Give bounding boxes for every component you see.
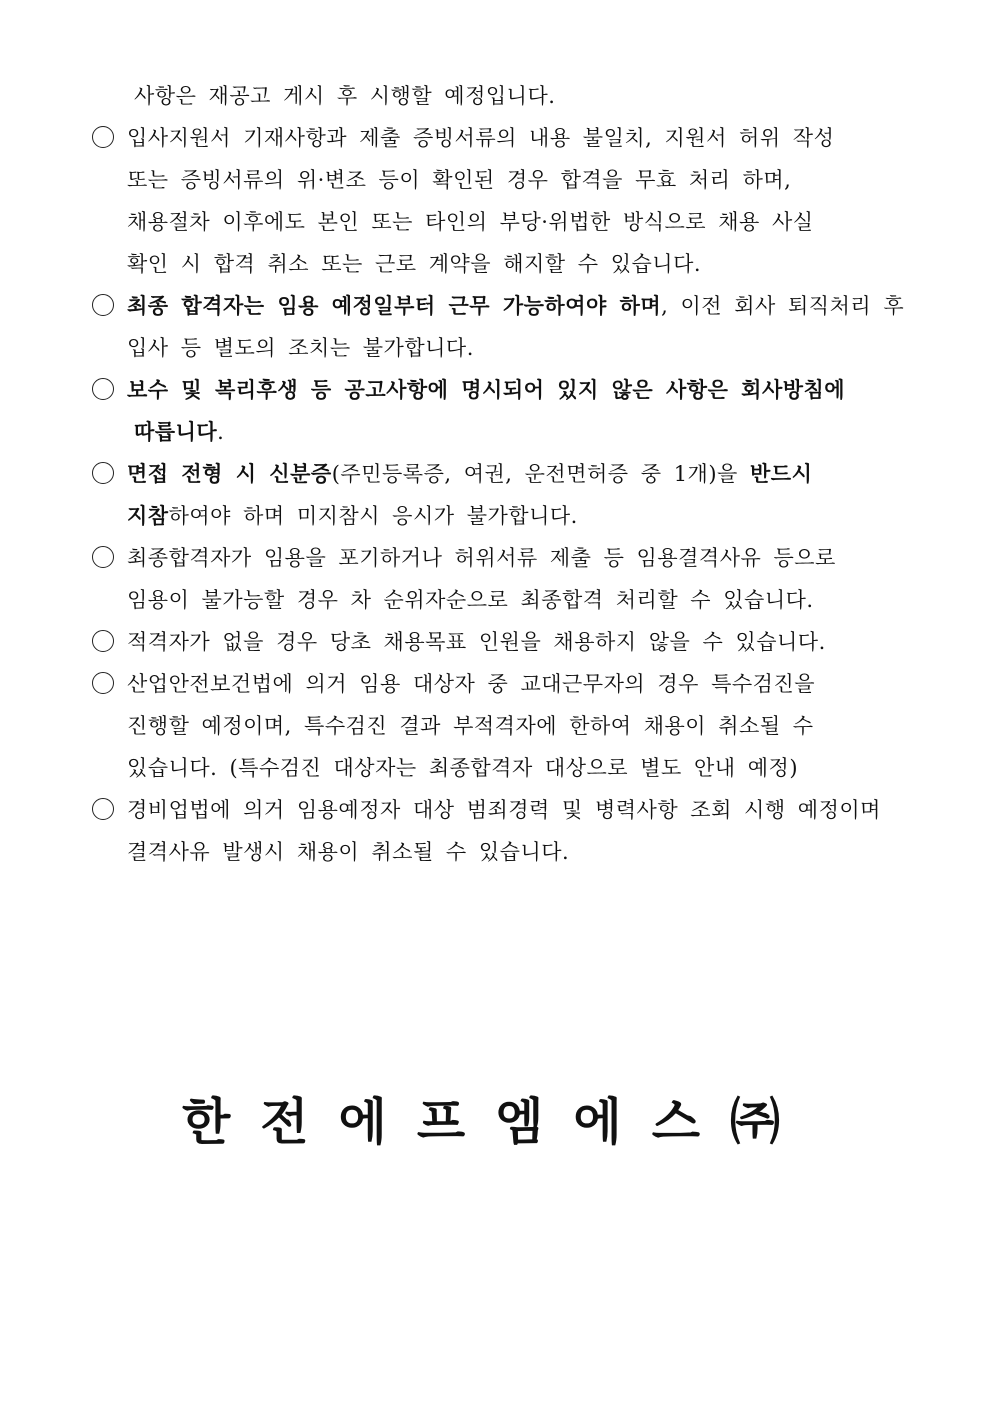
item8-line1: 경비업법에 의거 임용예정자 대상 범죄경력 및 병력사항 조회 시행 예정이며 — [127, 798, 881, 822]
item5-line2: 임용이 불가능할 경우 차 순위자순으로 최종합격 처리할 수 있습니다. — [127, 588, 814, 612]
item7-line3: 있습니다. (특수검진 대상자는 최종합격자 대상으로 별도 안내 예정) — [127, 756, 799, 780]
circle-bullet-icon — [92, 798, 114, 820]
item4-mid-text: (주민등록증, 여권, 운전면허증 중 1개)을 — [331, 462, 750, 486]
circle-bullet-icon — [92, 672, 114, 694]
item1-line3: 채용절차 이후에도 본인 또는 타인의 부당·위법한 방식으로 채용 사실 — [127, 210, 814, 234]
item2-rest-text: , 이전 회사 퇴직처리 후 — [661, 294, 905, 318]
item4-line1 — [127, 460, 812, 488]
item2-line1 — [127, 292, 904, 320]
item3-line1: 보수 및 복리후생 등 공고사항에 명시되어 있지 않은 사항은 회사방침에 — [127, 377, 846, 402]
item4-bold-text-2: 반드시 — [750, 461, 813, 486]
item2-line2: 입사 등 별도의 조치는 불가합니다. — [127, 336, 474, 360]
item3-line2 — [134, 418, 224, 446]
company-name: 한전에프엠에스㈜ — [181, 1092, 811, 1151]
item2-bold-text: 최종 합격자는 임용 예정일부터 근무 가능하여야 하며 — [127, 293, 662, 318]
item5-line1: 최종합격자가 임용을 포기하거나 허위서류 제출 등 임용결격사유 등으로 — [127, 546, 836, 570]
item1-line4: 확인 시 합격 취소 또는 근로 계약을 해지할 수 있습니다. — [127, 252, 702, 276]
item8-line2: 결격사유 발생시 채용이 취소될 수 있습니다. — [127, 840, 570, 864]
circle-bullet-icon — [92, 630, 114, 652]
item7-line1: 산업안전보건법에 의거 임용 대상자 중 교대근무자의 경우 특수검진을 — [127, 672, 816, 696]
circle-bullet-icon — [92, 378, 114, 400]
item1-line1: 입사지원서 기재사항과 제출 증빙서류의 내용 불일치, 지원서 허위 작성 — [127, 126, 835, 150]
item7-line2: 진행할 예정이며, 특수검진 결과 부적격자에 한하여 채용이 취소될 수 — [127, 714, 814, 738]
item4-rest-text: 하여야 하며 미지참시 응시가 불가합니다. — [168, 504, 578, 528]
item4-line2 — [127, 502, 578, 530]
circle-bullet-icon — [92, 294, 114, 316]
circle-bullet-icon — [92, 462, 114, 484]
circle-bullet-icon — [92, 126, 114, 148]
notice-continuation: 사항은 재공고 게시 후 시행할 예정입니다. — [134, 84, 556, 108]
item1-line2: 또는 증빙서류의 위·변조 등이 확인된 경우 합격을 무효 처리 하며, — [127, 168, 792, 192]
item4-bold-text: 면접 전형 시 신분증 — [127, 461, 332, 486]
item6-line1: 적격자가 없을 경우 당초 채용목표 인원을 채용하지 않을 수 있습니다. — [127, 630, 826, 654]
item3-bold-text: 따릅니다 — [134, 419, 218, 444]
item4-bold-text-3: 지참 — [127, 503, 169, 528]
item3-period: . — [217, 420, 225, 444]
circle-bullet-icon — [92, 546, 114, 568]
